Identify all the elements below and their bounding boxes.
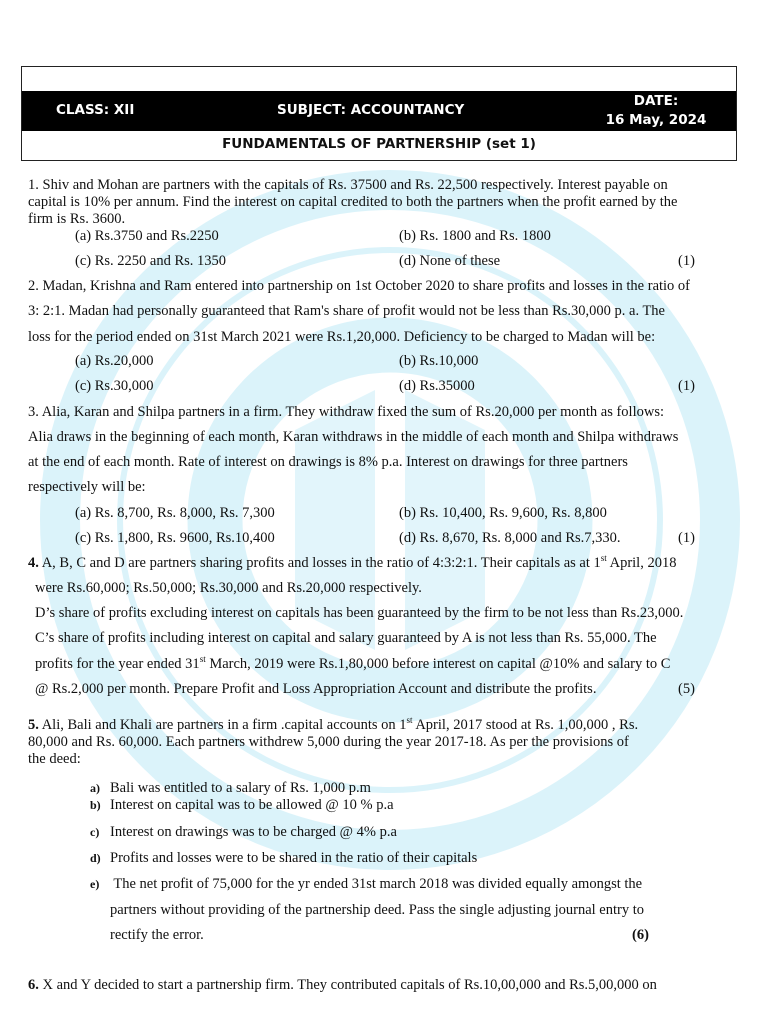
q5-e-line: rectify the error.: [110, 927, 204, 943]
q4-line: profits for the year ended 31st March, 2019 were Rs.1,80,000 before interest on capital @10% and salary to C: [35, 654, 671, 672]
q3-option-b: (b) Rs. 10,400, Rs. 9,600, Rs. 8,800: [399, 505, 607, 521]
q5-number: 5.: [28, 717, 39, 733]
worksheet-title: FUNDAMENTALS OF PARTNERSHIP (set 1): [222, 136, 536, 152]
subject-label: SUBJECT: ACCOUNTANCY: [277, 102, 465, 118]
list-item: e) The net profit of 75,000 for the yr ended 31st march 2018 was divided equally amongst the: [90, 876, 643, 892]
q4-line: 4. A, B, C and D are partners sharing profits and losses in the ratio of 4:3:2:1. Their capitals as at 1st April, 2018: [28, 553, 677, 571]
q4-line: were Rs.60,000; Rs.50,000; Rs.30,000 and Rs.20,000 respectively.: [35, 580, 422, 596]
date-label: DATE:: [633, 93, 679, 109]
q1-line: 1. Shiv and Mohan are partners with the capitals of Rs. 37500 and Rs. 22,500 respectively. Interest payable on: [28, 177, 668, 193]
class-label: CLASS: XII: [56, 102, 135, 118]
q1-option-a: (a) Rs.3750 and Rs.2250: [75, 228, 219, 244]
q2-line: 3: 2:1. Madan had personally guaranteed that Ram's share of profit would not be less than Rs.30,000 p. a. The: [28, 303, 665, 319]
q2-option-c: (c) Rs.30,000: [75, 378, 154, 394]
q2-line: 2. Madan, Krishna and Ram entered into partnership on 1st October 2020 to share profits and losses in the ratio of: [28, 278, 691, 294]
q3-line: 3. Alia, Karan and Shilpa partners in a firm. They withdraw fixed the sum of Rs.20,000 per month as follows:: [28, 404, 665, 420]
q3-option-c: (c) Rs. 1,800, Rs. 9600, Rs.10,400: [75, 530, 275, 546]
q1-line: capital is 10% per annum. Find the interest on capital credited to both the partners when the profit earned by the: [28, 194, 678, 210]
list-item: c) Interest on drawings was to be charged @ 4% p.a: [90, 824, 397, 840]
q5-marks: (6): [632, 927, 649, 943]
q2-option-b: (b) Rs.10,000: [399, 353, 479, 369]
q2-line: loss for the period ended on 31st March 2021 were Rs.1,20,000. Deficiency to be charged to Madan will be:: [28, 329, 656, 345]
q4-marks: (5): [678, 681, 695, 697]
q3-marks: (1): [678, 530, 695, 546]
q6-number: 6.: [28, 977, 39, 993]
q4-line: C’s share of profits including interest on capital and salary guaranteed by A is not less than Rs. 55,000. The: [35, 630, 657, 646]
q4-line: @ Rs.2,000 per month. Prepare Profit and Loss Appropriation Account and distribute the profits.: [35, 681, 597, 697]
header-bar: [22, 91, 736, 131]
list-item: d) Profits and losses were to be shared in the ratio of their capitals: [90, 850, 478, 866]
q1-option-c: (c) Rs. 2250 and Rs. 1350: [75, 253, 227, 269]
q3-option-a: (a) Rs. 8,700, Rs. 8,000, Rs. 7,300: [75, 505, 275, 521]
q2-option-a: (a) Rs.20,000: [75, 353, 154, 369]
worksheet-header: [21, 66, 737, 161]
q3-line: at the end of each month. Rate of interest on drawings is 8% p.a. Interest on drawings for three partners: [28, 454, 628, 470]
q2-marks: (1): [678, 378, 695, 394]
q1-option-b: (b) Rs. 1800 and Rs. 1800: [399, 228, 551, 244]
q5-line: 5. Ali, Bali and Khali are partners in a firm .capital accounts on 1st April, 2017 stood at Rs. 1,00,000 , Rs.: [28, 715, 639, 733]
q1-line: firm is Rs. 3600.: [28, 211, 126, 227]
date-block: [602, 92, 710, 130]
q2-option-d: (d) Rs.35000: [399, 378, 475, 394]
list-item: a) Bali was entitled to a salary of Rs. 1,000 p.m: [90, 780, 371, 796]
q3-line: Alia draws in the beginning of each month, Karan withdraws in the middle of each month and Shilpa withdraws: [28, 429, 679, 445]
q4-line: D’s share of profits excluding interest on capitals has been guaranteed by the firm to be not less than Rs.23,000.: [35, 605, 684, 621]
q5-e-line: partners without providing of the partnership deed. Pass the single adjusting journal entry to: [110, 902, 644, 918]
q1-option-d: (d) None of these: [399, 253, 501, 269]
q5-line: 80,000 and Rs. 60,000. Each partners withdrew 5,000 during the year 2017-18. As per the provisions of: [28, 734, 629, 750]
date-value: 16 May, 2024: [605, 112, 707, 128]
q5-line: the deed:: [28, 751, 81, 767]
q3-option-d: (d) Rs. 8,670, Rs. 8,000 and Rs.7,330.: [399, 530, 621, 546]
list-item: b) Interest on capital was to be allowed @ 10 % p.a: [90, 797, 394, 813]
q6-line: 6. X and Y decided to start a partnership firm. They contributed capitals of Rs.10,00,000 and Rs.5,00,000 on: [28, 977, 657, 993]
q3-line: respectively will be:: [28, 479, 146, 495]
q4-number: 4.: [28, 555, 39, 571]
q1-marks: (1): [678, 253, 695, 269]
